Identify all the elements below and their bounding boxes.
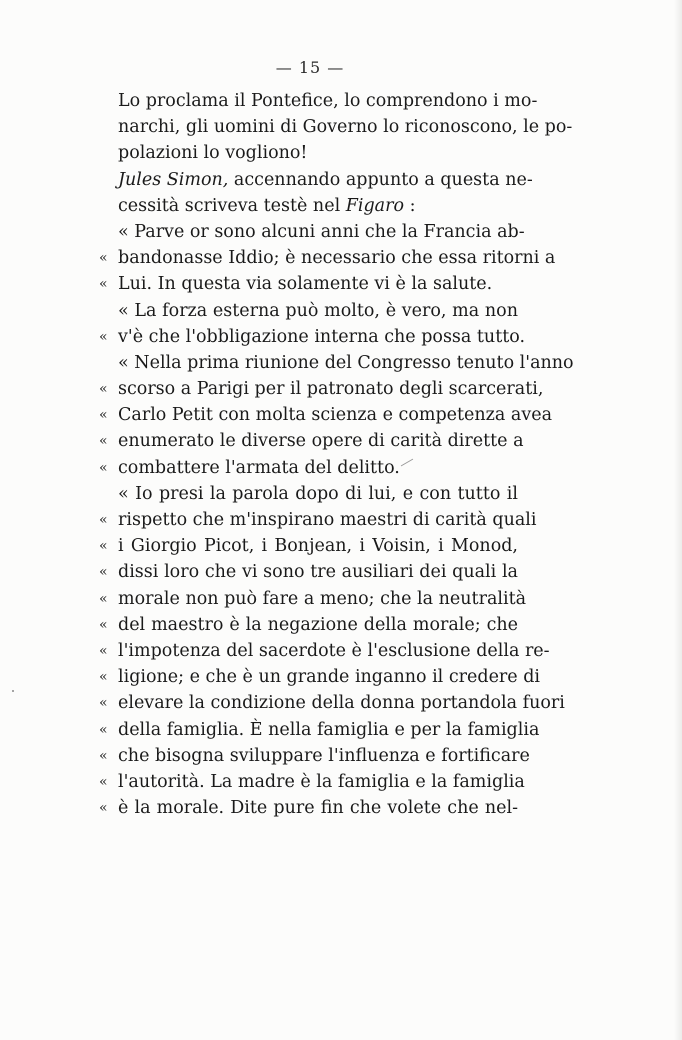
quote-mark: « xyxy=(99,276,108,293)
text-line-3: polazioni lo vogliono! xyxy=(118,143,308,164)
quote-mark: « xyxy=(99,721,108,738)
text-line-1: Lo proclama il Pontefice, lo comprendono i mo- xyxy=(118,91,538,111)
text-line-11: « Nella prima riunione del Congresso tenuto l'anno xyxy=(118,352,574,373)
text-line-4: Jules Simon, accennando appunto a questa ne- xyxy=(118,169,533,190)
text-line-28: « è la morale. Dite pure fin che volete che nel- xyxy=(118,795,518,821)
quote-mark: « xyxy=(99,564,108,581)
text-line-22: « l'impotenza del sacerdote è l'esclusione della re- xyxy=(118,638,518,664)
quote-mark: « xyxy=(99,381,108,398)
text-line-21: « del maestro è la negazione della morale; che xyxy=(118,612,518,638)
quote-mark: « xyxy=(99,669,108,686)
quote-mark: « xyxy=(99,538,108,555)
text-line-8: « Lui. In questa via solamente vi è la salute. xyxy=(118,271,518,297)
newspaper-name: Figaro xyxy=(345,195,405,216)
quote-mark: « xyxy=(99,695,108,712)
text-line-18: « i Giorgio Picot, i Bonjean, i Voisin, i Monod, xyxy=(118,533,518,559)
quote-mark: « xyxy=(99,773,108,790)
quote-mark: « xyxy=(99,616,108,633)
quote-mark: « xyxy=(99,328,108,345)
quote-mark: « xyxy=(99,512,108,528)
text-line-6: « Parve or sono alcuni anni che la Francia ab- xyxy=(118,221,525,242)
quote-mark: « xyxy=(99,459,108,476)
text-line-25: « della famiglia. È nella famiglia e per la famiglia xyxy=(118,717,518,743)
quote-mark: « xyxy=(99,642,108,659)
text-line-17: « rispetto che m'inspirano maestri di carità quali xyxy=(118,507,518,533)
quote-mark: « xyxy=(99,800,108,817)
text-line-15: « combattere l'armata del delitto. xyxy=(118,455,518,481)
text-line-14: « enumerato le diverse opere di carità dirette a xyxy=(118,428,518,454)
text-line-23: « ligione; e che è un grande inganno il credere di xyxy=(118,664,518,690)
text-line-10: « v'è che l'obbligazione interna che possa tutto. xyxy=(118,324,518,350)
text-line-5: cessità scriveva testè nel Figaro : xyxy=(118,195,416,216)
text-line-24: « elevare la condizione della donna portandola fuori xyxy=(118,690,518,716)
text-line-19: « dissi loro che vi sono tre ausiliari dei quali la xyxy=(118,559,518,585)
quote-mark: « xyxy=(99,407,108,424)
quote-mark: « xyxy=(99,433,108,450)
quote-mark: « xyxy=(99,250,108,267)
text-line-9: « La forza esterna può molto, è vero, ma non xyxy=(118,300,518,321)
body-text xyxy=(99,88,574,821)
text-line-13: « Carlo Petit con molta scienza e competenza avea xyxy=(118,402,518,428)
quote-mark: « xyxy=(99,747,108,764)
text-line-12: « scorso a Parigi per il patronato degli scarcerati, xyxy=(118,376,518,402)
page-edge-shadow xyxy=(674,0,682,1040)
text-line-20: « morale non può fare a meno; che la neutralità xyxy=(118,586,518,612)
quote-mark: « xyxy=(99,590,108,607)
paper-speck xyxy=(12,690,14,692)
text-line-26: « che bisogna sviluppare l'influenza e fortificare xyxy=(118,743,518,769)
text-line-27: « l'autorità. La madre è la famiglia e la famiglia xyxy=(118,769,518,795)
text-line-16: « Io presi la parola dopo di lui, e con tutto il xyxy=(118,483,518,504)
text-line-7: « bandonasse Iddio; è necessario che essa ritorni a xyxy=(118,245,518,271)
page-number: — 15 — xyxy=(275,58,345,77)
author-name: Jules Simon, xyxy=(118,169,229,190)
text-line-2: narchi, gli uomini di Governo lo riconoscono, le po- xyxy=(118,117,573,138)
